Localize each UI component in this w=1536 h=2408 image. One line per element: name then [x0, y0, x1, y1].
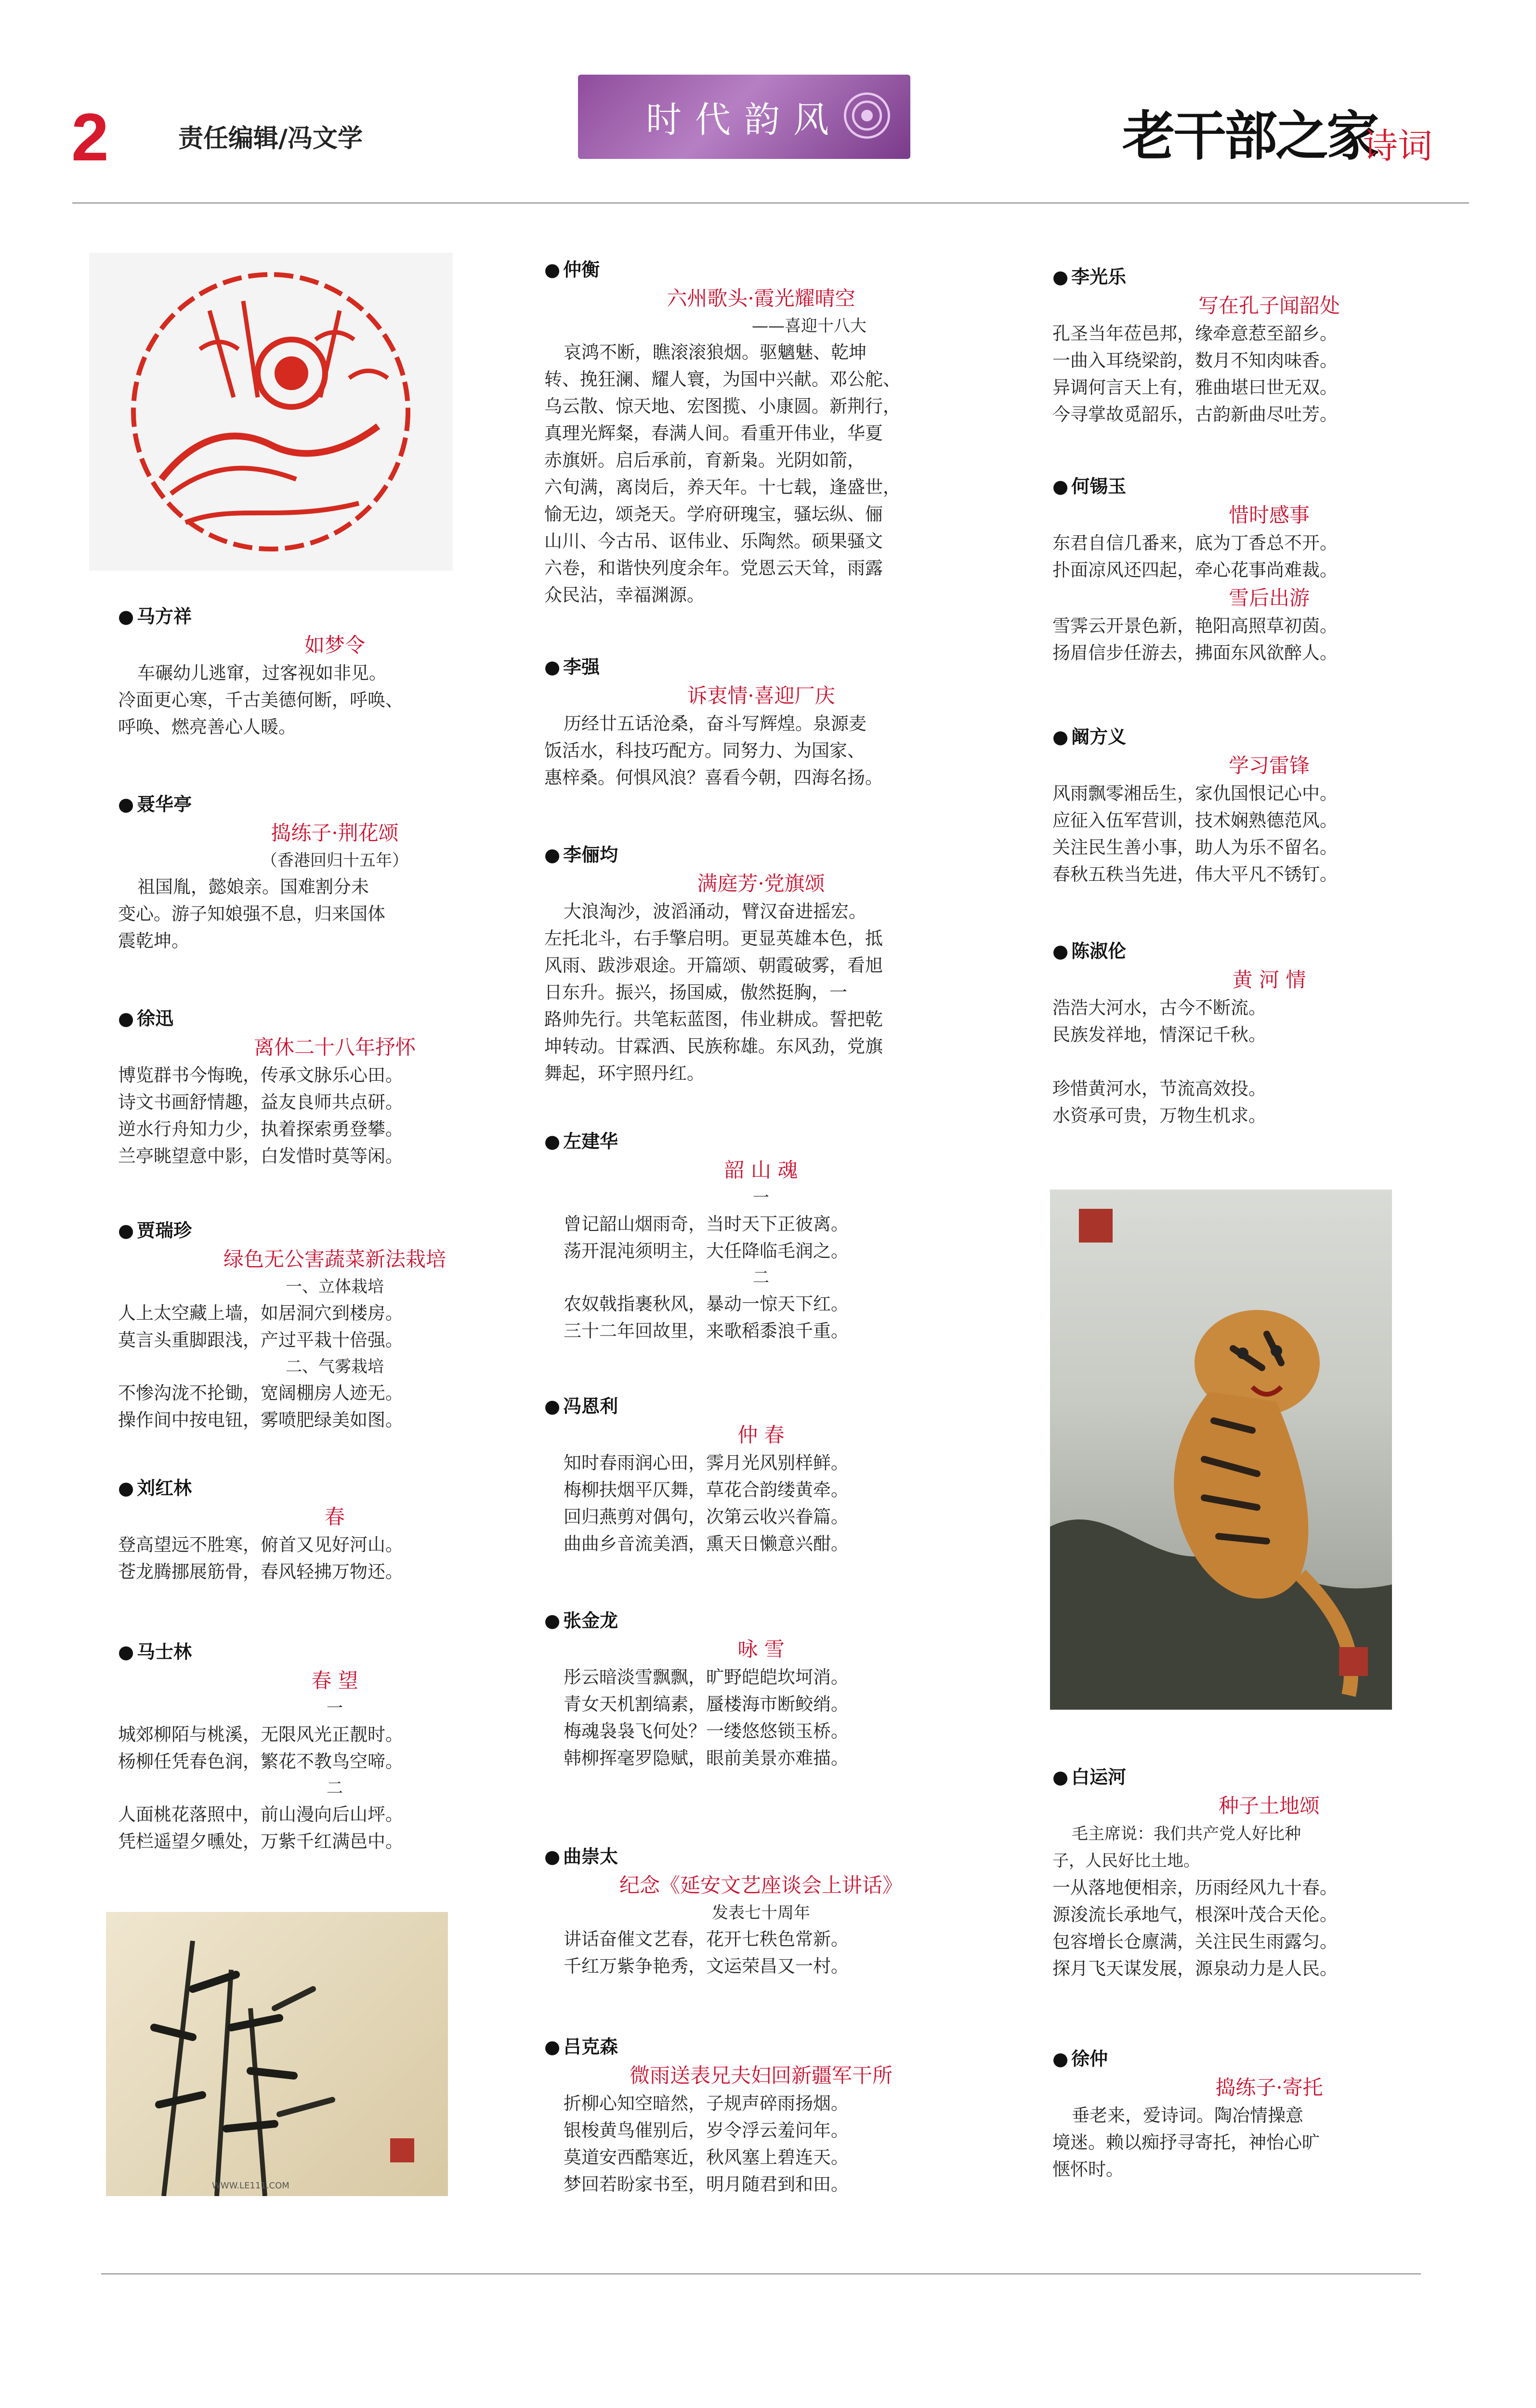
poem-author: ● 张金龙 — [544, 1606, 978, 1635]
poem-line: 莫言头重脚跟浅，产过平栽十倍强。 — [118, 1330, 403, 1350]
poem-line: 珍惜黄河水，节流高效投。 — [1052, 1078, 1266, 1099]
masthead-sub: 诗词 — [1363, 126, 1433, 166]
poem-line: 梦回若盼家书至，明月随君到和田。 — [564, 2174, 849, 2195]
poem-line: 城郊柳陌与桃溪，无限风光正靓时。 — [118, 1724, 403, 1745]
poem-line: 扑面凉风还四起，牵心花事尚难裁。 — [1052, 560, 1338, 580]
poem-line: 震乾坤。 — [118, 930, 189, 951]
poem-line: 关注民生善小事，助人为乐不留名。 — [1052, 837, 1338, 858]
poem-line: 日东升。振兴，扬国威，傲然挺胸，一 — [544, 982, 847, 1003]
poem-xu-xun — [118, 1004, 551, 1170]
poem-line: 路帅先行。共笔耘蓝图，伟业耕成。誓把乾 — [544, 1009, 883, 1030]
poem-line: 青女天机割缟素，蜃楼海市断鲛绡。 — [564, 1694, 849, 1714]
poem-nie-huating — [118, 790, 551, 955]
poem-line: 回归燕剪对偶句，次第云收兴眷篇。 — [564, 1506, 849, 1527]
poem-line: 人面桃花落照中，前山漫向后山坪。 — [118, 1804, 403, 1825]
poem-author: ● 徐仲 — [1052, 2044, 1486, 2073]
poem-qu-chongtai — [544, 1842, 978, 1980]
poem-line: 曲曲乡音流美酒，熏天日懒意兴酣。 — [564, 1533, 849, 1554]
poem-line: 左托北斗，右手擎启明。更显英雄本色，抵 — [544, 928, 883, 949]
poem-title: 韶 山 魂 — [724, 1158, 798, 1182]
poem-line: 呼唤、燃亮善心人暖。 — [118, 717, 296, 737]
poem-line: 饭活水，科技巧配方。同努力、为国家、 — [544, 740, 865, 761]
poem-title: 六州歌头·霞光耀晴空 — [667, 287, 855, 310]
poem-line: 历经廿五话沧桑，奋斗写辉煌。泉源麦 — [564, 713, 866, 734]
poem-author: ● 冯恩利 — [544, 1392, 978, 1421]
poem-title: 如梦令 — [304, 633, 365, 657]
bamboo-watermark: WWW.LE111.COM — [212, 2181, 289, 2191]
poem-line: 韩柳挥毫罗隐赋，眼前美景亦难描。 — [564, 1748, 849, 1768]
poem-note: 子，人民好比土地。 — [1052, 1851, 1200, 1871]
poem-line: 乌云散、惊天地、宏图揽、小康圆。新荆行， — [544, 396, 901, 417]
poem-line: 转、挽狂澜、耀人寰，为国中兴献。邓公舵、 — [544, 369, 901, 390]
poem-section-heading: 一 — [327, 1699, 343, 1718]
poem-line: 莫道安西酷寒近，秋风塞上碧连天。 — [564, 2147, 849, 2168]
poem-section-heading: 一、立体栽培 — [286, 1277, 384, 1296]
poem-title: 种子土地颂 — [1218, 1794, 1320, 1818]
poem-title: 纪念《延安文艺座谈会上讲话》 — [619, 1873, 903, 1897]
poem-line: 舞起，环宇照丹红。 — [544, 1063, 705, 1084]
poem-title: 捣练子·荆花颂 — [271, 821, 399, 845]
masthead-brand: 老干部之家 — [1122, 105, 1378, 167]
poem-title: 微雨送表兄夫妇回新疆军干所 — [629, 2064, 893, 2087]
poem-line: 兰亭眺望意中影，白发惜时莫等闲。 — [118, 1146, 403, 1166]
poem-lv-kesen — [544, 2032, 978, 2198]
poem-line: 折柳心知空暗然，子规声碎雨扬烟。 — [564, 2093, 849, 2114]
poem-title: 春 望 — [311, 1669, 358, 1692]
poem-line: 登高望远不胜寒，俯首又见好河山。 — [118, 1534, 403, 1555]
poem-line: 车碾幼儿逃窜，过客视如非见。 — [137, 663, 387, 683]
poem-feng-enli — [544, 1392, 978, 1557]
poem-line: 包容增长仓廪满，关注民生雨露匀。 — [1052, 1931, 1338, 1952]
poem-title: 离休二十八年抒怀 — [253, 1035, 416, 1059]
poem-line: 梅柳扶烟平仄舞，草花合韵缕黄牵。 — [564, 1479, 849, 1500]
poem-line: 荡开混沌须明主，大任降临毛润之。 — [564, 1241, 849, 1261]
tiger-drawing — [1050, 1190, 1392, 1710]
poem-line: 春秋五秩当先进，伟大平凡不锈钉。 — [1052, 864, 1338, 885]
poem-line: 六卷，和谐快列度余年。党恩云天耸，雨露 — [544, 558, 883, 578]
bamboo-painting-image — [106, 1912, 448, 2196]
poem-line: 一曲入耳绕梁韵，数月不知肉味香。 — [1052, 350, 1338, 371]
poem-note: 毛主席说：我们共产党人好比种 — [1072, 1824, 1301, 1844]
poem-he-xiyu — [1052, 472, 1486, 667]
poem-author: ● 李强 — [544, 653, 978, 681]
poem-author: ● 马士林 — [118, 1637, 551, 1666]
poem-title: 诉衷情·喜迎厂庆 — [687, 684, 835, 707]
rose-icon — [838, 87, 896, 144]
poem-line: 风雨飘零湘岳生，家仇国恨记心中。 — [1052, 783, 1338, 804]
poem-line: 赤旗妍。启后承前，育新枭。光阴如箭， — [544, 450, 865, 471]
poem-line: 今寻掌故觅韶乐，古韵新曲尽吐芳。 — [1052, 404, 1338, 425]
poem-author: ● 吕克森 — [544, 2032, 978, 2061]
bamboo-drawing — [106, 1912, 448, 2196]
poem-line: 农奴戟指裹秋风，暴动一惊天下红。 — [564, 1294, 849, 1314]
stanza-gap — [1052, 1048, 1486, 1075]
poem-line: 银梭黄鸟催别后，岁令浮云羞问年。 — [564, 2120, 849, 2141]
poem-line: 一从落地便相亲，历雨经风九十春。 — [1052, 1877, 1338, 1898]
poem-line: 六旬满，离岗后，养天年。十七载，逢盛世， — [544, 477, 901, 497]
masthead-logo — [1122, 84, 1469, 166]
poem-line: 雪霁云开景色新，艳阳高照草初茵。 — [1052, 615, 1338, 636]
poem-line: 源浚流长承地气，根深叶茂合天伦。 — [1052, 1904, 1338, 1925]
poem-line: 惠梓桑。何惧风浪？喜看今朝，四海名扬。 — [544, 767, 883, 788]
poem-line: 逆水行舟知力少，执着探索勇登攀。 — [118, 1119, 403, 1139]
poem-author: ● 贾瑞珍 — [118, 1216, 551, 1245]
poem-jia-ruizhen — [118, 1216, 551, 1434]
poem-title: 雪后出游 — [1228, 586, 1310, 610]
poem-line: 凭栏遥望夕曛处，万紫千红满邑中。 — [118, 1831, 403, 1852]
footer-rule — [101, 2273, 1421, 2275]
poem-section-heading: 二、气雾栽培 — [286, 1357, 384, 1376]
poem-liu-honglin — [118, 1474, 551, 1585]
poem-bai-yunhe — [1052, 1763, 1486, 1982]
poem-line: 操作间中按电钮，雾喷肥绿美如图。 — [118, 1410, 403, 1430]
poem-line: 祖国胤，懿娘亲。国难割分未 — [137, 877, 369, 897]
poem-chen-shulun — [1052, 937, 1486, 1129]
poem-line: 真理光辉粲，春满人间。看重开伟业，华夏 — [544, 423, 883, 444]
poem-line: 水资承可贵，万物生机求。 — [1052, 1105, 1266, 1126]
poem-author: ● 李俪均 — [544, 840, 978, 869]
phoenix-papercut-image — [89, 253, 453, 571]
poem-line: 应征入伍军营训，技术娴熟德范风。 — [1052, 810, 1338, 831]
poem-line: 人上太空藏上墙，如居洞穴到楼房。 — [118, 1303, 403, 1323]
poem-line: 冷面更心寒，千古美德何断，呼唤、 — [118, 690, 403, 710]
poem-author: ● 陈淑伦 — [1052, 937, 1486, 966]
poem-line: 不惨沟泷不抡锄，宽阔棚房人迹无。 — [118, 1383, 403, 1403]
poem-author: ● 白运河 — [1052, 1763, 1486, 1792]
poem-zhang-jinlong — [544, 1606, 978, 1772]
poem-line: 孔圣当年莅邑邦，缘牵意惹至韶乡。 — [1052, 323, 1338, 344]
poem-section-heading: 一 — [753, 1188, 769, 1207]
poem-author: ● 聂华亭 — [118, 790, 551, 819]
poem-zhong-heng — [544, 255, 978, 609]
poem-author: ● 马方祥 — [118, 602, 551, 631]
poem-line: 惬怀时。 — [1052, 2159, 1124, 2180]
poem-author: ● 仲衡 — [544, 255, 978, 284]
poem-line: 杨柳任凭春色润，繁花不教鸟空啼。 — [118, 1751, 403, 1772]
poem-author: ● 李光乐 — [1052, 262, 1486, 291]
poem-ma-shilin — [118, 1637, 551, 1855]
poem-line: 知时春雨润心田，霁月光风别样鲜。 — [564, 1453, 849, 1473]
poem-line: 曾记韶山烟雨奇，当时天下正彼离。 — [564, 1214, 849, 1234]
poem-line: 坤转动。甘霖洒、民族称雄。东风劲，党旗 — [544, 1036, 883, 1057]
poem-line: 三十二年回故里，来歌稻黍浪千重。 — [564, 1321, 849, 1341]
poem-line: 异调何言天上有，雅曲堪曰世无双。 — [1052, 377, 1338, 398]
poem-title: 咏 雪 — [737, 1637, 785, 1661]
poem-subtitle: （香港回归十五年） — [261, 851, 408, 870]
header-rule — [72, 202, 1469, 204]
poem-line: 扬眉信步任游去，拂面东风欲醉人。 — [1052, 642, 1338, 663]
poem-line: 众民沾，幸福渊源。 — [544, 585, 705, 605]
poem-author: ● 左建华 — [544, 1127, 978, 1156]
poem-xu-zhong — [1052, 2044, 1486, 2183]
poem-title: 写在孔子闻韶处 — [1198, 294, 1340, 317]
poem-title: 捣练子·寄托 — [1215, 2076, 1323, 2099]
poem-line: 探月飞天谋发展，源泉动力是人民。 — [1052, 1958, 1338, 1979]
poem-li-lijun — [544, 840, 978, 1087]
poem-line: 千红万紫争艳秀，文运荣昌又一村。 — [564, 1956, 849, 1976]
section-title: 时代韵风 — [646, 99, 842, 141]
tiger-painting-image — [1050, 1190, 1392, 1710]
poem-author: ● 徐迅 — [118, 1004, 551, 1033]
editor-credit: 责任编辑/冯文学 — [178, 124, 363, 153]
poem-title: 黄 河 情 — [1232, 968, 1306, 992]
poem-line: 垂老来，爱诗词。陶冶情操意 — [1072, 2105, 1303, 2126]
poem-author: ● 何锡玉 — [1052, 472, 1486, 501]
poem-title: 满庭芳·党旗颂 — [697, 872, 825, 895]
poem-line: 梅魂袅袅飞何处？一缕悠悠锁玉桥。 — [564, 1721, 849, 1741]
poem-title: 学习雷锋 — [1228, 754, 1310, 777]
poem-zuo-jianhua — [544, 1127, 978, 1345]
poem-li-guangle — [1052, 262, 1486, 428]
papercut-drawing — [89, 253, 453, 571]
poem-line: 东君自信几番来，底为丁香总不开。 — [1052, 533, 1338, 553]
poem-line: 浩浩大河水，古今不断流。 — [1052, 997, 1266, 1018]
poem-line: 诗文书画舒情趣，益友良师共点研。 — [118, 1092, 403, 1112]
section-banner — [578, 75, 910, 159]
poem-line: 博览群书今悔晚，传承文脉乐心田。 — [118, 1065, 403, 1086]
poem-line: 哀鸿不断，瞧滚滚狼烟。驱魑魅、乾坤 — [564, 342, 866, 363]
poem-line: 境迷。赖以痴抒寻寄托，神怡心旷 — [1052, 2132, 1320, 2153]
poem-line: 大浪淘沙，波滔涌动，臂汉奋进摇宏。 — [564, 901, 866, 922]
poem-kan-fangyi — [1052, 722, 1486, 888]
poem-title: 春 — [324, 1505, 345, 1529]
poem-author: ● 曲崇太 — [544, 1842, 978, 1871]
poem-author: ● 阚方义 — [1052, 722, 1486, 751]
poem-subtitle: ——喜迎十八大 — [752, 316, 866, 336]
poem-subtitle: 发表七十周年 — [712, 1903, 810, 1923]
poem-section-heading: 二 — [753, 1268, 769, 1287]
poem-title: 仲 春 — [737, 1423, 785, 1447]
poem-line: 苍龙腾挪展筋骨，春风轻拂万物还。 — [118, 1561, 403, 1582]
page-number: 2 — [71, 99, 109, 175]
poem-line: 愉无边，颂尧天。学府研瑰宝，骚坛纵、俪 — [544, 504, 883, 524]
poem-ma-fangxiang — [118, 602, 551, 741]
poem-line: 彤云暗淡雪飘飘，旷野皑皑坎坷消。 — [564, 1667, 849, 1688]
poem-line: 山川、今古吊、讴伟业、乐陶然。硕果骚文 — [544, 531, 883, 551]
poem-title: 惜时感事 — [1228, 503, 1310, 527]
poem-line: 变心。游子知娘强不息，归来国体 — [118, 903, 385, 924]
poem-li-qiang — [544, 653, 978, 791]
poem-line: 民族发祥地，情深记千秋。 — [1052, 1024, 1266, 1045]
poem-line: 讲话奋催文艺春，花开七秩色常新。 — [564, 1929, 849, 1950]
poem-title: 绿色无公害蔬菜新法栽培 — [223, 1247, 446, 1271]
poem-section-heading: 二 — [327, 1779, 343, 1798]
poem-line: 风雨、跋涉艰途。开篇颂、朝霞破雾，看旭 — [544, 955, 883, 976]
poem-author: ● 刘红林 — [118, 1474, 551, 1503]
